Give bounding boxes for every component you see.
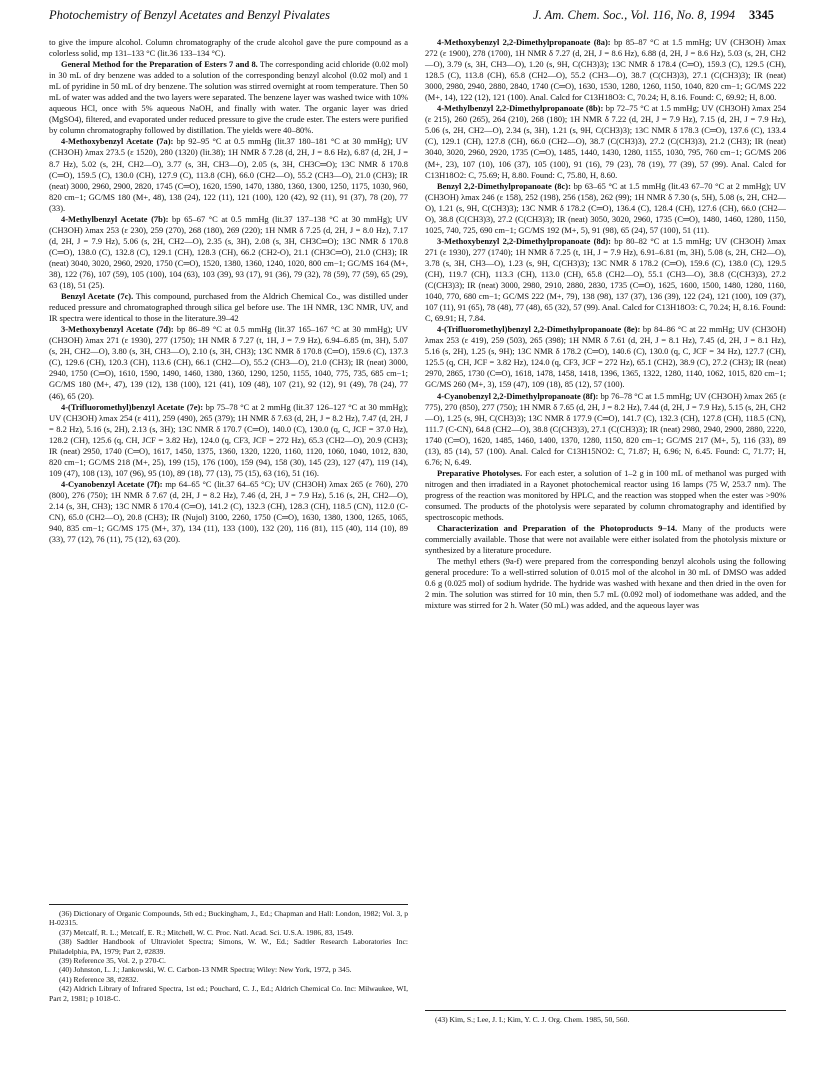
- running-head: [49, 8, 774, 26]
- paragraph-heading: 4-Methoxybenzyl Acetate (7a):: [61, 136, 174, 147]
- footnotes-right: [425, 1010, 786, 1024]
- paragraph-heading: General Method for the Preparation of Esters 7 and 8.: [61, 59, 258, 70]
- paragraph-body: bp 72–75 °C at 1.5 mmHg; UV (CH3OH) λmax 254 (ε 215), 260 (265), 264 (210), 268 (180); 1H NMR δ 7.22 (d, 2H, J = 7.9 Hz), 7.15 (d, 2H, J = 7.9 Hz), 5.06 (s, 2H, CH2—O), 2.34 (s, 3H), 1.21 (s, 9H, C(CH3)3); 13C NMR δ 178.3 (C═O), 137.6 (C), 133.4 (C), 129.1 (CH), 127.8 (CH), 66.0 (CH2—O), 38.7 (C(CH3)3), 27.2 (C(CH3)3), 21.2 (CH3); IR (neat) 3040, 3020, 2960, 2920, 1735 (C═O), 1485, 1440, 1430, 1280, 1155, 1030, 795, 760 cm−1; GC/MS 206 (M+, 23), 107 (10), 106 (37), 105 (100), 91 (16), 79 (23), 78 (19), 77 (39), 57 (99). Anal. Calcd for C13H18O2: C, 75.69; H, 8.80. Found: C, 75.80, H, 8.60.: [425, 103, 786, 180]
- footnote: (37) Metcalf, R. L.; Metcalf, E. R.; Mitchell, W. C. Proc. Natl. Acad. Sci. U.S.A. 1986, 83, 1549.: [59, 927, 354, 937]
- paragraph-heading: Characterization and Preparation of the Photoproducts 9–14.: [437, 523, 678, 534]
- paragraph-body: bp 80–82 °C at 1.5 mmHg; UV (CH3OH) λmax 271 (ε 1930), 277 (1740); 1H NMR δ 7.25 (t, 1H, J = 7.9 Hz), 6.91–6.81 (m, 3H), 5.08 (s, 2H, CH2—O), 3.78 (s, 3H, CH3—O), 1.23 (s, 9H, C(CH3)3); 13C NMR δ 178.2 (C═O), 159.6 (C), 138.0 (C), 129.5 (CH), 119.7 (CH), 113.3 (CH), 113.0 (CH), 65.8 (CH2—O), 55.1 (CH3—O), 38.8 (C(CH3)3), 27.2 (C(CH3)3); IR (neat) 3000, 2980, 2910, 2880, 2830, 1735 (C═O), 1625, 1600, 1500, 1480, 1280, 1160, 1040, 770, 680 cm−1; GC/MS 222 (M+, 79), 138 (98), 137 (37), 136 (39), 122 (24), 121 (100), 109 (37), 107 (11), 91 (65), 78 (48), 77 (48), 65 (32), 57 (99). Anal. Calcd for C13H18O3: C, 70.24; H, 8.16. Found: C, 69.91; H, 7.84.: [425, 235, 786, 324]
- footnote: (43) Kim, S.; Lee, J. I.; Kim, Y. C. J. Org. Chem. 1985, 50, 560.: [435, 1015, 630, 1024]
- footnote: (36) Dictionary of Organic Compounds, 5th ed.; Buckingham, J., Ed.; Chapman and Hall: London, 1982; Vol. 3, p H-02315.: [49, 909, 408, 928]
- paragraph-body: bp 86–89 °C at 0.5 mmHg (lit.37 165–167 °C at 30 mmHg); UV (CH3OH) λmax 271 (ε 1930), 277 (1750); 1H NMR δ 7.27 (t, 1H, J = 7.9 Hz), 6.94–6.85 (m, 3H), 5.07 (s, 2H, CH2—O), 3.80 (s, 3H, CH3—O), 2.10 (s, 3H, CH3); 13C NMR δ 170.8 (C═O), 159.6 (C), 137.3 (C), 129.6 (CH), 120.3 (CH), 113.6 (CH), 66.1 (CH2—O), 55.2 (CH3—O), 21.0 (CH3); IR (neat) 3000, 2940, 1750 (C═O), 1610, 1590, 1490, 1460, 1380, 1360, 1290, 1250, 1155, 1040, 775, 735, 685 cm−1; GC/MS 180 (M+, 47), 139 (12), 138 (100), 121 (41), 109 (48), 107 (21), 92 (12), 91 (49), 78 (24), 77 (46), 65 (20).: [49, 324, 408, 401]
- paragraph: [425, 523, 786, 556]
- right-column: [425, 37, 786, 611]
- paragraph-heading: 4-(Trifluoromethyl)benzyl 2,2-Dimethylpropanoate (8e):: [437, 324, 641, 335]
- paragraph-body: For each ester, a solution of 1–2 g in 100 mL of methanol was purged with nitrogen and then irradiated in a Rayonet photochemical reactor using 16 lamps (75 W, 253.7 nm). The progress of the reaction was monitored by HPLC, and the reaction was stopped when the ester was >90% consumed. The products of the photolysis were separated by column chromatography and identified by spectroscopic methods.: [425, 467, 787, 523]
- footnote: (38) Sadtler Handbook of Ultraviolet Spectra; Simons, W. W., Ed.; Sadtler Research Laboratories Inc: Philadelphia, PA, 1979; Part 2, #2839.: [49, 937, 408, 956]
- paragraph-body: bp 84–86 °C at 22 mmHg; UV (CH3OH) λmax 253 (ε 419), 259 (503), 265 (398); 1H NMR δ 7.61 (d, 2H, J = 8.1 Hz), 7.45 (d, 2H, J = 8.1 Hz), 5.16 (s, 2H), 1.25 (s, 9H); 13C NMR δ 178.2 (C═O), 140.6 (C), 130.0 (q, C, JCF = 34 Hz), 127.7 (CH), 125.5 (q, CH, JCF = 3.82 Hz), 124.0 (q, CF3, JCF = 272 Hz), 65.1 (CH2), 38.9 (C), 27.2 (CH3); IR (neat) 2970, 2865, 1730 (C═O), 1618, 1478, 1458, 1418, 1396, 1365, 1322, 1280, 1140, 1062, 1015, 820 cm−1; GC/MS 260 (M+, 3), 159 (47), 109 (18), 85 (12), 57 (100).: [425, 324, 786, 390]
- paragraph-heading: Benzyl 2,2-Dimethylpropanoate (8c):: [437, 180, 571, 191]
- paragraph-heading: 4-(Trifluoromethyl)benzyl Acetate (7e):: [61, 401, 204, 412]
- paragraph: [425, 181, 786, 236]
- paragraph-body: The corresponding acid chloride (0.02 mol) in 30 mL of dry benzene was added to a solution of the corresponding benzyl alcohol (0.02 mol) and 1 mL of pyridine in 50 mL of dry benzene. The solution was stirred overnight at room temperature. Then 50 mL of water was added and the two layers were separated. The benzene layer was washed twice with 10% aqueous HCl, once with 5% aqueous NaOH, and finally with water. The organic layer was dried (MgSO4), filtered, and evaporated under reduced pressure to give the crude ester. The esters were purified by column chromatography followed by distillation. The yields were 40–80%.: [49, 59, 408, 136]
- paragraph-body: Many of the products were commercially available. Those that were not available were either isolated from the photolysis mixture or synthesized by a literature procedure.: [425, 523, 786, 556]
- paragraph: [425, 37, 786, 103]
- paragraph: The methyl ethers (9a-f) were prepared from the corresponding benzyl alcohols using the following general procedure: To a well-stirred solution of 0.015 mol of the alcohol in 30 mL of DMSO was added 0.6 g (0.025 mol) of sodium hydride. The hydride was washed with hexane and then dried in the oven for 2 min. The solution was stirred for 10 min, then 5.7 mL (0.092 mol) of iodomethane was added, and the mixture was stirred for 2 h. Water (50 mL) was added, and the aqueous layer was: [425, 556, 786, 611]
- paragraph-heading: Benzyl Acetate (7c).: [61, 291, 134, 302]
- paragraph: [49, 59, 408, 136]
- paragraph: [425, 236, 786, 324]
- paragraph-heading: 4-Methylbenzyl Acetate (7b):: [61, 213, 169, 224]
- paragraph-heading: 4-Cyanobenzyl 2,2-Dimethylpropanoate (8f):: [437, 390, 599, 401]
- paragraph-body: This compound, purchased from the Aldrich Chemical Co., was distilled under reduced pressure and chromatographed through silica gel before use. The 1H NMR, 13C NMR, UV, and IR spectra were identical to those in the literature.39–42: [49, 291, 408, 324]
- paragraph-heading: 4-Methoxybenzyl 2,2-Dimethylpropanoate (8a):: [437, 37, 611, 47]
- left-column: [49, 37, 408, 545]
- paragraph: [425, 103, 786, 180]
- paragraph-heading: 4-Methylbenzyl 2,2-Dimethylpropanoate (8b):: [437, 103, 604, 114]
- footnote: (42) Aldrich Library of Infrared Spectra, 1st ed.; Pouchard, C. J., Ed.; Aldrich Chemical Co. Inc: Milwaukee, WI, Part 2, 1981; p 1018-C.: [49, 984, 408, 1003]
- journal-citation: J. Am. Chem. Soc., Vol. 116, No. 8, 1994: [533, 8, 735, 22]
- paragraph-body: bp 63–65 °C at 1.5 mmHg (lit.43 67–70 °C at 2 mmHg); UV (CH3OH) λmax 246 (ε 158), 252 (198), 256 (158), 262 (99); 1H NMR δ 7.30 (s, 5H), 5.08 (s, 2H, CH2—O), 1.21 (s, 9H, C(CH3)3); 13C NMR δ 178.2 (C═O), 136.4 (C), 128.4 (CH), 127.6 (CH), 66.0 (CH2—O), 38.8 (C(CH3)3), 27.2 (C(CH3)3); IR (neat) 3050, 3020, 2960, 1735 (C═O), 1480, 1460, 1280, 1150, 1025, 740, 725, 690 cm−1; GC/MS 192 (M+, 5), 91 (98), 65 (24), 57 (100), 51 (11).: [425, 180, 786, 235]
- paragraph: [49, 402, 408, 479]
- paragraph-heading: 3-Methoxybenzyl Acetate (7d):: [61, 324, 174, 335]
- paragraph: to give the impure alcohol. Column chromatography of the crude alcohol gave the pure compound as a colorless solid, mp 131–133 °C (lit.36 133–134 °C).: [49, 37, 408, 59]
- paragraph-body: bp 76–78 °C at 1.5 mmHg; UV (CH3OH) λmax 265 (ε 775), 270 (850), 277 (750); 1H NMR δ 7.65 (d, 2H, J = 8.2 Hz), 7.44 (d, 2H, J = 7.9 Hz), 5.15 (s, 2H, CH2—O), 1.25 (s, 9H, C(CH3)3); 13C NMR δ 177.9 (C═O), 141.7 (C), 132.3 (CH), 127.8 (CH), 118.5 (CN), 111.7 (C-CN), 64.8 (CH2—O), 38.8 (C(CH3)3), 27.1 (C(CH3)3); IR (neat) 2980, 2940, 2900, 2880, 2220, 1740 (C═O), 1620, 1485, 1460, 1400, 1370, 1280, 1150, 820 cm−1; GC/MS 217 (M+, 5), 116 (33), 89 (13), 85 (14), 57 (100). Anal. Calcd for C13H15NO2: C, 71.87; H, 6.96; N, 6.45. Found: C, 71.77; H, 6.76; N, 6.49.: [425, 390, 786, 467]
- paragraph: [425, 468, 786, 523]
- paragraph-heading: Preparative Photolyses.: [437, 467, 523, 478]
- paragraph-heading: 3-Methoxybenzyl 2,2-Dimethylpropanoate (8d):: [437, 235, 611, 246]
- paragraph: [49, 136, 408, 213]
- page-number: 3345: [749, 8, 774, 22]
- paragraph: [49, 324, 408, 401]
- footnote: (39) Reference 35, Vol. 2, p 270-C.: [59, 956, 166, 966]
- running-head-title: Photochemistry of Benzyl Acetates and Benzyl Pivalates: [49, 8, 330, 22]
- paragraph-body: mp 64–65 °C (lit.37 64–65 °C); UV (CH3OH) λmax 265 (ε 760), 270 (800), 276 (750); 1H NMR δ 7.67 (d, 2H, J = 8.2 Hz), 7.46 (d, 2H, J = 7.9 Hz), 5.16 (s, 2H, CH2—O), 2.14 (s, 3H, CH3); 13C NMR δ 170.4 (C═O), 141.2 (C), 132.3 (CH), 128.3 (CH), 118.5 (CN), 112.0 (C-CN), 65.0 (CH2—O), 20.8 (CH3); IR (Nujol) 3100, 2260, 1750 (C═O), 1630, 1380, 1300, 1265, 1065, 940, 835 cm−1; GC/MS 175 (M+, 37), 134 (11), 133 (100), 132 (20), 116 (81), 115 (40), 114 (10), 89 (33), 77 (12), 76 (11), 75 (12), 63 (20).: [49, 478, 409, 545]
- paragraph: [49, 291, 408, 324]
- footnotes-left: [49, 904, 408, 1003]
- footnote: (40) Johnston, L. J.; Jankowski, W. C. Carbon-13 NMR Spectra; Wiley: New York, 1972, p 345.: [59, 965, 352, 975]
- paragraph: [49, 479, 408, 545]
- paragraph: [425, 324, 786, 390]
- paragraph: [425, 391, 786, 468]
- paragraph-body: bp 65–67 °C at 0.5 mmHg (lit.37 137–138 °C at 30 mmHg); UV (CH3OH) λmax 253 (ε 230), 259 (270), 268 (180), 269 (220); 1H NMR δ 7.25 (d, 2H, J = 8.0 Hz), 7.17 (d, 2H, J = 7.9 Hz), 5.06 (s, 2H, CH2—O), 2.35 (s, 3H), 2.08 (s, 3H, CH3C═O); 13C NMR δ 170.8 (C═O), 138.0 (C), 132.8 (C), 129.1 (CH), 128.3 (CH), 66.2 (CH2-O), 21.1 (CH3C═O), 21.0 (CH3); IR (neat) 3040, 3020, 2960, 2920, 1750 (C═O), 1520, 1380, 1360, 1240, 1020, 800 cm−1; GC/MS 164 (M+, 38), 122 (76), 107 (59), 105 (100), 104 (63), 103 (39), 93 (17), 91 (36), 79 (32), 78 (59), 77 (59), 65 (29), 63 (18), 51 (25).: [49, 213, 408, 291]
- paragraph-body: bp 85–87 °C at 1.5 mmHg; UV (CH3OH) λmax 272 (ε 1900), 278 (1700), 1H NMR δ 7.27 (d, 2H, J = 8.6 Hz), 6.88 (d, 2H, J = 8.6 Hz), 5.03 (s, 2H, CH2—O), 3.79 (s, 3H, CH3—O), 1.20 (s, 9H, C(CH3)3); 13C NMR δ 178.4 (C═O), 159.3 (C), 129.5 (CH), 128.5 (C), 113.8 (CH), 65.8 (CH2—O), 55.2 (CH3—O), 38.7 (C(CH3)3), 27.1 (C(CH3)3); IR (neat) 3000, 2980, 2940, 2880, 2840, 1740 (C═O), 1630, 1530, 1280, 1260, 1150, 1040, 820 cm−1; GC/MS 222 (M+, 14), 122 (12), 121 (100). Anal. Calcd for C13H18O3: C, 70.24; H, 8.16. Found: C, 69.92; H, 8.00.: [425, 37, 786, 103]
- paragraph-body: bp 92–95 °C at 0.5 mmHg (lit.37 180–181 °C at 30 mmHg); UV (CH3OH) λmax 273.5 (ε 1520), 280 (1320) (lit.38); 1H NMR δ 7.28 (d, 2H, J = 8.6 Hz), 6.87 (d, 2H, J = 8.7 Hz), 5.02 (s, 2H, CH2—O), 3.77 (s, 3H, CH3—O), 2.05 (s, 3H, CH3C═O); 13C NMR δ 170.8 (C═O), 159.5 (C), 130.0 (CH), 127.9 (C), 113.8 (CH), 66.0 (CH2—O), 55.2 (CH3—O), 21.0 (CH3); IR (neat) 3000, 2960, 2900, 2820, 1745 (C═O), 1620, 1590, 1470, 1380, 1360, 1300, 1250, 1175, 1030, 960, 820 cm−1; GC/MS 180 (M+, 48), 138 (24), 122 (11), 121 (100), 120 (42), 92 (11), 91 (37), 78 (20), 77 (33).: [49, 136, 408, 213]
- paragraph: [49, 214, 408, 291]
- footnote: (41) Reference 38, #2832.: [59, 974, 139, 984]
- paragraph-heading: 4-Cyanobenzyl Acetate (7f):: [61, 478, 163, 489]
- paragraph-body: bp 75–78 °C at 2 mmHg (lit.37 126–127 °C at 30 mmHg); UV (CH3OH) λmax 254 (ε 411), 259 (490), 265 (379); 1H NMR δ 7.63 (d, 2H, J = 8.2 Hz), 7.47 (d, 2H, J = 8.2 Hz), 5.16 (s, 2H), 2.13 (s, 3H); 13C NMR δ 170.7 (C═O), 140.0 (C), 130.0 (q, C, JCF = 37.0 Hz), 128.2 (CH), 125.6 (q, CH, JCF = 3.82 Hz), 124.0 (q, CF3, JCF = 272 Hz), 65.3 (CH2—O), 20.9 (CH3); IR (neat) 2950, 1740 (C═O), 1617, 1450, 1375, 1360, 1320, 1220, 1160, 1120, 1060, 1040, 1012, 830, 820 cm−1; GC/MS 218 (M+, 25), 199 (15), 176 (100), 159 (94), 158 (30), 145 (23), 127 (47), 119 (14), 109 (47), 108 (13), 107 (96), 95 (10), 89 (18), 77 (13), 75 (15), 63 (16), 51 (16).: [49, 401, 409, 478]
